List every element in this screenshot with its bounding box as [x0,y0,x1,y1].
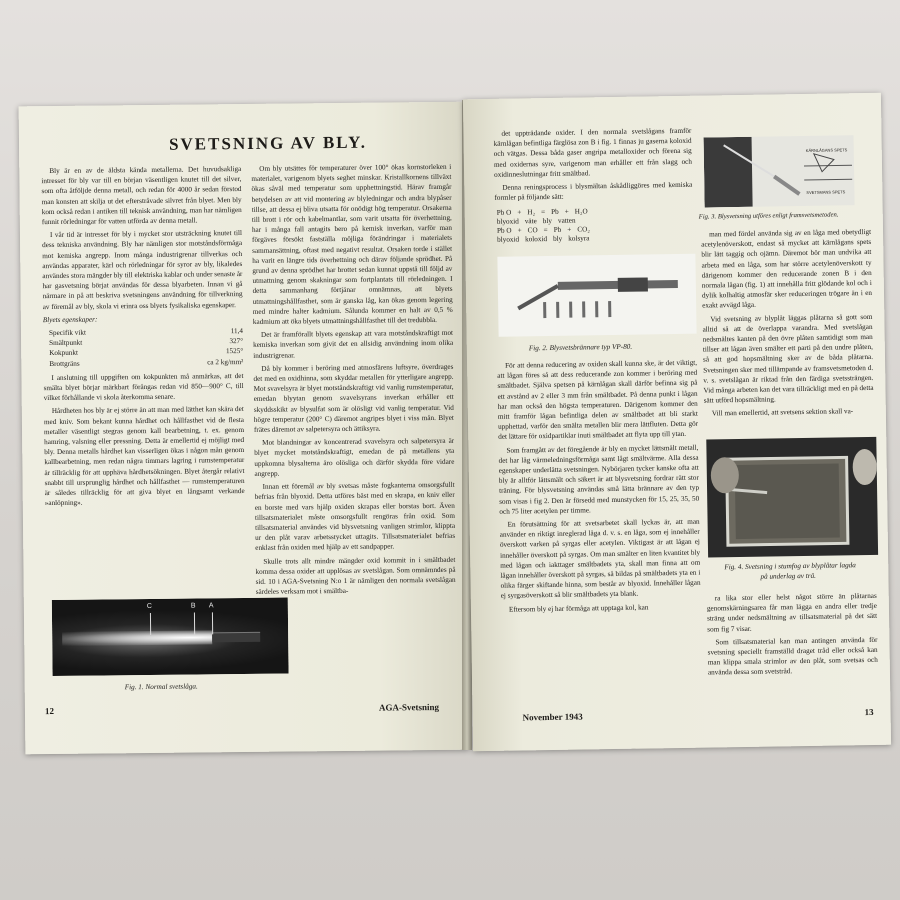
paragraph: Vid svetsning av blyplåt läggas plåtarna så gott som alltid så att de överlappa varandra. Med svetslågan nedsmältes kanten på den övre plåten samtidigt som man tillser att lågan även smälter ett parti på den undre plåten, så att god hopsmältning sker av de båda plåtarna. Svetsningen sker med tillämpande av framsvetsmetoden d. v. s. svetslågan är riktad från den färdiga svetssträngen. Vid många arbeten kan det vara tillräckligt med en på detta sätt utförd hopsmältning. [702,312,874,405]
properties-list [43,326,243,369]
formula-cell: Pb [553,225,562,234]
left-column-1 [41,164,246,611]
chemical-formulas [497,206,698,245]
zone-label-a: A [208,602,214,610]
paragraph: Vill man emellertid, att svetsens sektion skall va- [711,407,854,418]
paragraph: Som tillsatsmaterial kan man antingen använda för svetsning speciellt framställd draget tråd eller också kan man klippa smala strimlor av den plåt, som svetsas och använda dessa som svetstråd. [707,635,878,677]
formula-cell: + [567,225,572,234]
right-page [463,93,891,751]
formula-cell: blyoxid [496,217,519,226]
formula-cell: Pb O [496,226,512,235]
property-name: Smältpunkt [49,338,83,348]
figure-3-caption: Fig. 3. Blysvetsning utföres enligt framsvetsmetoden. [698,211,839,221]
right-column-2-bottom [707,591,879,704]
paragraph: Som framgått av det föregående är bly en mycket lättsmält metall, det har låg värmeledningsförmåga samt lågt smältvärme. Alla dessa egenskaper underlätta svetsningen. Nybörjaren tycker kanske ofta att bly är alltför lättsmält och säkert är att blysvetsning fordrar rätt stor träning. För blysvetsning användas små lätta brännare av den typ som visas i fig 2. Den är försedd med munstycken för 15, 25, 35, 50 och 75 liter acetylen per timme. [498,443,700,516]
formula-cell: vatten [557,216,576,225]
paragraph: I anslutning till uppgiften om kokpunkten må anmärkas, att det smälta blyet börjar märkbart förångas redan vid 850—900° C, till vilket förhållande vi skola återkomma senare. [43,371,244,403]
formula-cell: = [543,226,548,235]
formula-cell: bly [542,216,553,226]
property-name: Brottgräns [49,359,80,368]
right-column-1-bottom [497,358,703,731]
figure-2-torch-photo [497,254,696,337]
figure-1-caption: Fig. 1. Normal svetslåga. [124,682,198,692]
formula-cell: bly [552,234,563,243]
property-value: 327° [229,337,244,346]
pointer-line [194,613,195,635]
formula-cell: H₂O [574,207,588,216]
formula-cell: Pb [551,207,559,216]
paragraph: Om bly utsättes för temperaturer över 100° ökas kornstorleken i materialet, varigenom blyets seghet minskar. Kristallkornens tillväxt ökas såväl med temperatur som upphettningstid. Härav framgår betydelsen av att vid montering av blyledningar och andra blypåser tillse, att dessa ej bliva utsatta för onödigt hög temperatur. Orsakerna till brott i rör och kabelmantlar, som varit utsatta för överhettning, har i många fall antagits bero på kemisk inverkan, varför man förgäves försökt fastställa möjliga förändringar i materialets sammansättning, oftast med negativt resultat. Orsaken torde i stället ha varit en längre tids överhettning och därav följande sprödhet. På grund av denna sprödhet har brottet sedan kunnat uppstå till följd av utmattning genom skakningar som fortplantats till rörledningen. I detta sammanhang förtjänar omnämnas, att blyets utmattningshållfasthet, som är ganska låg, kan ökas genom legering med mindre halter kadmium. Sålunda kommer en halt av 0,5 % kadmium att öka blyets utmattningshållfasthet till det tredubbla. [251,162,453,326]
property-row [43,357,243,369]
left-page [19,102,470,755]
property-value: 1525° [225,347,244,356]
figure-4-caption-line2: på underlag av trä. [760,571,816,581]
formula-cell: H₂ [527,208,536,217]
formula-cell: = [540,208,546,217]
article-title: SVETSNING AV BLY. [168,132,368,154]
formula-cell: blyoxid [497,235,520,244]
property-value: ca 2 kg/mm² [207,357,244,367]
paragraph: Innan ett föremål av bly svetsas måste fogkanterna omsorgsfullt befrias från blyoxid. Detta utföres bäst med en skrapa, en kniv eller en borste med vars hjälp oxiden skrapas eller borstas bort. Även tillsatsmaterialet måste omsorgsfullt rengöras från oxid. Som tillsatsmaterial användes vid blysvetsning vanligen strimlor, klippta ur den plåt varav arbetsstycket uttagits. Tillsatsmaterialet befrias enklast från oxiden med hjälp av ett sandpapper. [254,480,456,553]
right-column-2-top [701,227,874,430]
formula-cell: Pb O [496,208,512,217]
figure-1-flame-photo [52,598,289,676]
flame-icon [62,630,212,646]
properties-title: Blyets egenskaper: [42,315,98,324]
paragraph: För att denna reducering av oxiden skall kunna ske, är det viktigt, att lågan föres så att dess reducerande zon kommer i beröring med smältbadet. Själva spetsen på kärnlågan skall därför befinna sig på ett avstånd av 2 eller 3 mm från smältbadet. På denna punkt i lågan har man också den högsta temperaturen. Därigenom kommer den mitt framför lågan befintliga delen av smältbadet att bli starkt upphettad, varför den smälta metallen blir mera lättfluten. Detta gör det lättare för oxidpartiklar inuti smältbadet att flyta upp till ytan. [497,358,699,442]
page-number: 13 [864,706,874,718]
paragraph: Skulle trots allt mindre mängder oxid kommit in i smältbadet komma dessa oxider att upplösas av svetslågan. Som omnämndes på sid. 10 i AGA-Svetsning N:o 1 är nämligen den normala svetslågan särdeles verksam mot i smältba- [255,555,456,597]
formula-cell: + [517,226,522,235]
paragraph: man med fördel använda sig av en låga med obetydligt acetylenöverskott, endast så mycket att kärnlågans spets blir lätt taggig och ojämn. Däremot bör man undvika att arbeta med en låga, som har större acetylenöverskott ty därigenom kommer den reducerande zonen B i den normala lågan (fig. 1) att innehålla fritt glödande kol och i dylik kolhaltig atmosfär sker reduceringen trögare än i en exakt avvägd låga. [701,227,873,311]
welding-direction-diagram-icon [704,135,855,207]
figure-4-caption-line1: Fig. 4. Svetsning i stumfog av blyplåtar lagda [724,561,856,572]
zone-label-c: C [146,602,152,611]
property-value: 11,4 [230,327,244,336]
torch-nozzles-icon [497,254,696,337]
running-footer: AGA-Svetsning [378,701,440,713]
formula-cell: + [564,207,569,216]
formula-cell: CO [527,226,538,235]
paragraph: Bly är en av de äldsta kända metallerna. Det huvudsakliga intresset för bly var till en början väsentligen knutet till det silver, som ofta åtföljde denna metall, och redan för 4000 år sedan förstod man konsten att skilja ut det efterstråvade silvret från blyet. Men bly kom också redan i antiken till teknisk användning, man har nämligen funnit rörledningar för vatten utförda av denna metall. [41,165,242,227]
figure-3-diagram [704,135,855,207]
diagram-label: KÄRNLÅGANS SPETS [805,147,848,153]
paragraph: Hårdheten hos bly är ej större än att man med lätthet kan skära det med kniv. Som bekant kunna hårdhet och hållfasthet vid de flesta metaller väsentligt stegras genom kall bearbetning, t. ex. genom hamring, valsning eller pressning. Detta är emellertid ej möjligt med bly. Denna metalls hårdhet kan visserligen ökas i någon mån genom kallbearbetning, men redan några timmars lagring i rumstemperatur är tillräcklig för att upphäva hårdhetsökningen. Blyet återgår relativt snabbt till ursprunglig hårdhet och hållfasthet — rumstemperaturen är således tillräcklig för att giva blyet en långsamt verkande »anlöpning». [43,405,245,508]
figure-2-caption: Fig. 2. Blysvetsbrännare typ VP-80. [528,342,633,353]
pointer-line [212,612,213,634]
butt-weld-photo-icon [706,437,878,558]
paragraph: I vår tid är intresset för bly i mycket stor utsträckning knutet till dess tekniska användning. Bly har nämligen stor motståndsförmåga mot kemiska angrepp. Inom många industrigrenar tillverkas och användas apparater, kärl och rörledningar för syror av bly, likaledes användes stora mängder bly till elektriska kablar och under senaste år har gasvetsning börjat användas för dessa blyarbeten. Innan vi gå närmare in på att beskriva svetsningens användning för tillverkning av föremål av bly, skola vi erinra oss blyets fysikaliska egenskaper. [42,229,243,311]
footer-date: November 1943 [522,711,583,723]
paragraph: ra lika stor eller helst något större än plåtarnas genomskärningsarea får man lägga en andra eller tredje sträng under nedsmältning av tillsatsmaterial på det sätt som fig 7 visar. [706,591,878,634]
formula-row [497,233,697,245]
torch-nozzle-icon [212,632,260,643]
page-number: 12 [44,706,55,717]
paragraph: Då bly kommer i beröring med atmosfärens luftsyre, överdrages det med en oxidhinna, som skyddar metallen för ytterligare angrepp. Mot svavelsyra är blyet motståndskraftigt vid vanlig rumstemperatur, emedan blyytan genom svavelsyrans inverkan erhåller ett skyddsskikt av blysulfat som är olösligt vid vanlig temperatur. Vid högre temperatur (200° C) däremot angripes blyet i viss mån. Blyet frätes däremot av salpetersyra och ättiksyra. [253,362,454,434]
right-column-1-top [493,126,692,209]
formula-cell: CO₂ [577,225,590,234]
formula-cell: koloxid [525,235,548,244]
formula-cell: kolsyra [568,234,590,243]
paragraph: Det är framförallt blyets egenskap att vara motståndskraftigt mot kemiska inverkan som givit det en allsidig användning inom olika industrigrenar. [253,329,454,360]
zone-label-b: B [190,602,196,610]
diagram-label: SVETSMANS SPETS [806,189,846,195]
formula-cell: + [517,208,522,217]
paragraph: Denna reningsprocess i blysmältan åskådliggöres med kemiska formler på följande sätt: [494,180,693,203]
paragraph: Eftersom bly ej har förmåga att upptaga kol, kan [508,603,649,614]
paragraph: En förutsättning för att svetsarbetet skall lyckas är, att man använder en riktigt inreglerad låga d. v. s. en låga, som ej innehåller överskott varken på syrgas eller acetylen. Viktigast är att lågan ej innehåller överskott på syrgas. Om man smälter en liten kvantitet bly med lågan och iakttager smältbadets yta, skall man finna att om lågan innehåller överskott på syrgas, så bildas på smältbadets yta en i olika färger skiftande hinna, som består av blyoxid. Innehåller lågan ej syrgasöverskott så blir smältbadets yta blank. [499,517,701,601]
figure-4-photo [706,437,878,558]
paragraph: Mot blandningar av koncentrerad svavelsyra och salpetersyra är blyet mycket motståndskraftigt, emedan de på metallens yta uppkomna blysalterna äro olösliga och därför skydda före vidare angrepp. [254,437,455,478]
property-name: Specifik vikt [48,328,86,338]
paragraph: det uppträdande oxider. I den normala svetslågans framför kärnlågan befintliga färglösa zon B i fig. 1 finnas ju gaserna koloxid och vätgas. Dessa båda gaser angripa metalloxider och förena sig med oxidernas syre, varigenom man erhåller ett från slagg och oxidinneslutningar fritt smältbad. [493,126,692,179]
property-name: Kokpunkt [49,349,78,358]
pointer-line [150,613,151,635]
formula-cell: väte [524,217,537,226]
